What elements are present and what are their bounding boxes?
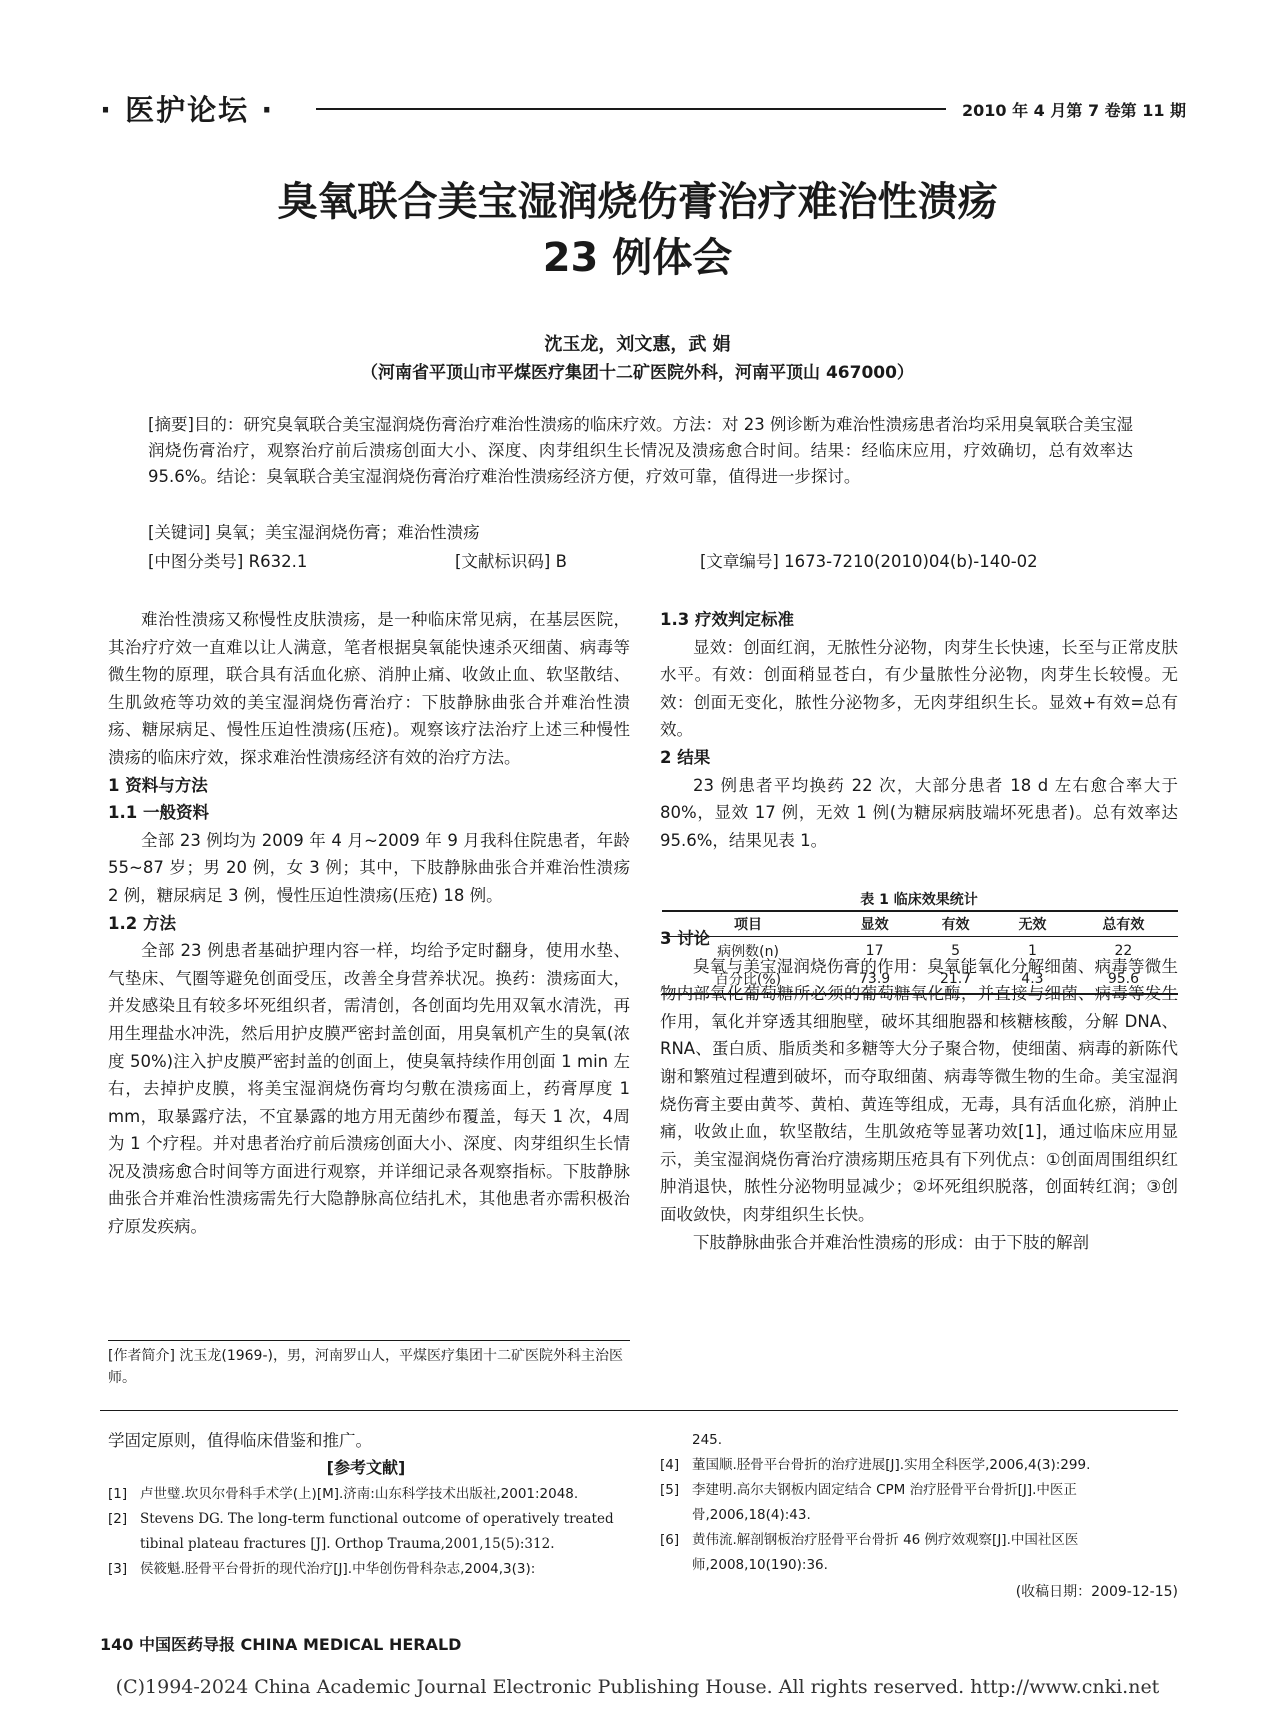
- authors: 沈玉龙，刘文惠，武 娟: [544, 334, 731, 355]
- table-cell: 73.9: [834, 965, 915, 994]
- issue-info: 2010 年 4 月第 7 卷第 11 期: [962, 101, 1187, 120]
- continuation-text: 学固定原则，值得临床借鉴和推广。: [108, 1431, 372, 1450]
- left-column: [108, 606, 630, 1241]
- reference-item: [660, 1478, 1178, 1528]
- document-code: [文献标识码] B: [455, 552, 567, 571]
- reference-text: 卢世璧.坎贝尔骨科手术学(上)[M].济南:山东科学技术出版社,2001:2048.: [140, 1486, 579, 1502]
- article-title-line1: 臭氧联合美宝湿润烧伤膏治疗难治性溃疡: [277, 179, 998, 225]
- table-header-cell: 总有效: [1069, 911, 1178, 937]
- reference-number: [1]: [108, 1486, 128, 1502]
- abstract: [摘要]目的：研究臭氧联合美宝湿润烧伤膏治疗难治性溃疡的临床疗效。方法：对 23 例诊断为难治性溃疡患者治均采用臭氧联合美宝湿润烧伤膏治疗，观察治疗前后溃疡创面大小、深度、肉芽组织生长情况及溃疡愈合时间。结果：经临床应用，疗效确切，总有效率达 95.6%。结论：臭氧联合美宝湿润烧伤膏治疗难治性溃疡经济方便，疗效可靠，值得进一步探讨。: [148, 415, 1133, 486]
- right-column-top: [660, 606, 1178, 854]
- heading-discussion: 3 讨论: [660, 929, 711, 948]
- table-cell: 百分比(%): [662, 965, 834, 994]
- reference-number: [5]: [660, 1482, 680, 1498]
- criteria-paragraph: 显效：创面红润，无脓性分泌物，肉芽生长快速，长至与正常皮肤水平。有效：创面稍显苍白，有少量脓性分泌物，肉芽生长较慢。无效：创面无变化，脓性分泌物多，无肉芽组织生长。显效+有效=总有效。: [660, 637, 1178, 740]
- copyright-line: (C)1994-2024 China Academic Journal Electronic Publishing House. All rights reserved. http://www.cnki.net: [115, 1676, 1160, 1698]
- table-title: 表 1 临床效果统计: [860, 892, 978, 908]
- table-cell: 17: [865, 943, 884, 959]
- table-header-cell: 显效: [834, 911, 915, 937]
- table-cell: 95.6: [1069, 965, 1178, 994]
- table-header-cell: 无效: [996, 911, 1069, 937]
- keywords: [关键词] 臭氧；美宝湿润烧伤膏；难治性溃疡: [148, 523, 480, 542]
- reference-text: 李建明.高尔夫钢板内固定结合 CPM 治疗胫骨平台骨折[J].中医正骨,2006,18(4):43.: [692, 1482, 1077, 1523]
- discussion-paragraph: 臭氧与美宝湿润烧伤膏的作用：臭氧能氧化分解细菌、病毒等微生物内部氧化葡萄糖所必须的葡萄糖氧化酶，并直接与细菌、病毒等发生作用，氧化并穿透其细胞壁，破坏其细胞器和核糖核酸，分解 DNA、RNA、蛋白质、脂质类和多糖等大分子聚合物，使细菌、病毒的新陈代谢和繁殖过程遭到破坏，而夺取细菌、病毒等微生物的生命。美宝湿润烧伤膏主要由黄芩、黄柏、黄连等组成，无毒，具有活血化瘀，消肿止痛，收敛止血，软坚散结，生肌敛疮等显著功效[1]，通过临床应用显示，美宝湿润烧伤膏治疗溃疡期压疮具有下列优点：①创面周围组织红肿消退快，脓性分泌物明显减少；②坏死组织脱落，创面转红润；③创面收敛快，肉芽组织生长快。: [660, 956, 1178, 1224]
- heading-results: 2 结果: [660, 747, 711, 767]
- heading-criteria: 1.3 疗效判定标准: [660, 610, 794, 629]
- reference-number: [4]: [660, 1457, 680, 1473]
- methods-paragraph: 全部 23 例患者基础护理内容一样，均给予定时翻身，使用水垫、气垫床、气圈等避免创面受压，改善全身营养状况。换药：溃疡面大，并发感染且有较多坏死组织者，需清创，各创面均先用双氧水清洗，再用生理盐水冲洗，然后用护皮膜严密封盖创面，用臭氧机产生的臭氧(浓度 50%)注入护皮膜严密封盖的创面上，使臭氧持续作用创面 1 min 左右，去掉护皮膜，将美宝湿润烧伤膏均匀敷在溃疡面上，药膏厚度 1 mm，取暴露疗法，不宜暴露的地方用无菌纱布覆盖，每天 1 次，4周为 1 个疗程。并对患者治疗前后溃疡创面大小、深度、肉芽组织生长情况及溃疡愈合时间等方面进行观察，并详细记录各观察指标。下肢静脉曲张合并难治性溃疡需先行大隐静脉高位结扎术，其他患者亦需积极治疗原发疾病。: [108, 941, 630, 1237]
- article-number: [文章编号] 1673-7210(2010)04(b)-140-02: [700, 552, 1038, 571]
- intro-paragraph: 难治性溃疡又称慢性皮肤溃疡，是一种临床常见病，在基层医院，其治疗疗效一直难以让人满意，笔者根据臭氧能快速杀灭细菌、病毒等微生物的原理，联合具有活血化瘀、消肿止痛、收敛止血、软坚散结、生肌敛疮等功效的美宝湿润烧伤膏治疗：下肢静脉曲张合并难治性溃疡、糖尿病足、慢性压迫性溃疡(压疮)。观察该疗法治疗上述三种慢性溃疡的临床疗效，探求难治性溃疡经济有效的治疗方法。: [108, 610, 630, 767]
- reference-item: [660, 1528, 1178, 1578]
- references-right: [660, 1428, 1178, 1605]
- references-left: [108, 1428, 624, 1582]
- received-date: (收稿日期：2009-12-15): [1015, 1584, 1178, 1600]
- reference-number: [3]: [108, 1561, 128, 1577]
- reference-text: 侯筱魁.胫骨平台骨折的现代治疗[J].中华创伤骨科杂志,2004,3(3):: [140, 1561, 536, 1577]
- section-label: · 医护论坛 ·: [100, 93, 275, 127]
- table-header-cell: 项目: [662, 911, 834, 937]
- heading-materials-methods: 1 资料与方法: [108, 775, 208, 795]
- reference-number: [6]: [660, 1532, 680, 1548]
- reference-text: 黄伟流.解剖钢板治疗胫骨平台骨折 46 例疗效观察[J].中国社区医师,2008,10(190):36.: [692, 1532, 1079, 1573]
- author-note: [作者简介] 沈玉龙(1969-)，男，河南罗山人，平煤医疗集团十二矿医院外科主治医师。: [108, 1340, 630, 1389]
- references-heading: [参考文献]: [326, 1458, 406, 1477]
- table-cell: 4.3: [996, 965, 1069, 994]
- reference-continuation: 245.: [692, 1432, 723, 1448]
- table-cell: 1: [1027, 943, 1037, 959]
- table-cell: 病例数(n): [717, 944, 779, 960]
- table-cell: 21.7: [915, 965, 996, 994]
- results-paragraph: 23 例患者平均换药 22 次，大部分患者 18 d 左右愈合率大于 80%，显效 17 例，无效 1 例(为糖尿病肢端坏死患者)。总有效率达 95.6%，结果见表 1。: [660, 775, 1178, 850]
- reference-number: [2]: [108, 1511, 128, 1527]
- header-rule: [316, 108, 946, 110]
- reference-item: [108, 1557, 624, 1582]
- reference-text: Stevens DG. The long-term functional outcome of operatively treated tibinal plateau fractures [J]. Orthop Trauma,2001,15(5):312.: [140, 1511, 614, 1552]
- heading-methods: 1.2 方法: [108, 913, 176, 933]
- heading-general-data: 1.1 一般资料: [108, 803, 209, 823]
- page-footer: 140 中国医药导报 CHINA MEDICAL HERALD: [100, 1635, 462, 1654]
- general-data-paragraph: 全部 23 例均为 2009 年 4 月~2009 年 9 月我科住院患者，年龄 55~87 岁；男 20 例，女 3 例；其中，下肢静脉曲张合并难治性溃疡 2 例，糖尿病足 3 例，慢性压迫性溃疡(压疮) 18 例。: [108, 830, 630, 905]
- reference-text: 董国顺.胫骨平台骨折的治疗进展[J].实用全科医学,2006,4(3):299.: [692, 1457, 1091, 1473]
- table-header-cell: 有效: [915, 911, 996, 937]
- discussion-continued: 下肢静脉曲张合并难治性溃疡的形成：由于下肢的解剖: [693, 1232, 1089, 1252]
- reference-item: [660, 1453, 1178, 1478]
- discussion-block: [660, 925, 1178, 1256]
- clc-number: [中图分类号] R632.1: [148, 552, 308, 571]
- reference-item: [108, 1507, 624, 1557]
- table-cell: 5: [951, 943, 961, 959]
- table-cell: 22: [1114, 943, 1133, 959]
- reference-item: [108, 1482, 624, 1507]
- affiliation: （河南省平顶山市平煤医疗集团十二矿医院外科，河南平顶山 467000）: [361, 363, 914, 383]
- section-rule: [100, 1410, 1178, 1411]
- article-title-line2: 23 例体会: [542, 235, 733, 281]
